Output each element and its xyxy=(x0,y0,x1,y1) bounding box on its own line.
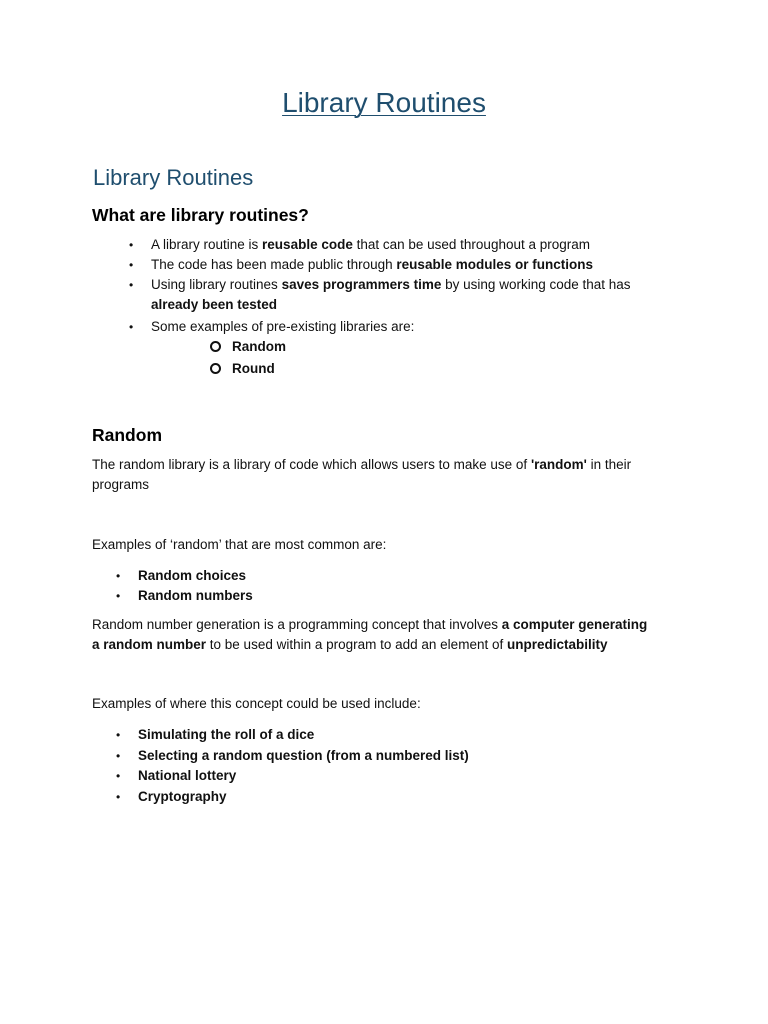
section-heading: Library Routines xyxy=(93,165,254,190)
list-item: • The code has been made public through reusable modules or functions xyxy=(151,255,691,275)
list-item: • Simulating the roll of a dice xyxy=(138,725,469,746)
list-item: • Some examples of pre-existing libraries are: xyxy=(151,317,691,337)
bullet-icon: • xyxy=(129,320,134,334)
bullet-icon: • xyxy=(116,748,121,763)
library-examples-list xyxy=(232,337,286,381)
list-item: • Using library routines saves programmers time by using working code that has already been tested xyxy=(129,277,631,312)
bullet-icon: • xyxy=(116,569,121,583)
what-heading: What are library routines? xyxy=(92,205,309,225)
list-item: Random xyxy=(232,337,286,359)
bullet-icon: • xyxy=(129,278,134,292)
bullet-icon: • xyxy=(116,728,121,742)
page-title: Library Routines xyxy=(282,87,486,118)
uses-list xyxy=(116,725,469,807)
bullet-icon: • xyxy=(116,769,121,783)
bullet-icon: • xyxy=(116,589,121,603)
bullet-icon: • xyxy=(116,789,121,804)
bullet-icon: • xyxy=(129,258,134,272)
uses-intro: Examples of where this concept could be used include: xyxy=(92,696,421,711)
random-intro-paragraph: The random library is a library of code which allows users to make use of 'random' in their programs xyxy=(92,457,632,492)
list-item: Round xyxy=(232,359,286,381)
examples-intro: Examples of ‘random’ that are most common are: xyxy=(92,537,387,552)
bullet-icon: • xyxy=(129,238,134,252)
list-item: • Cryptography xyxy=(138,787,469,808)
circle-bullet-icon xyxy=(210,341,221,352)
list-item: • A library routine is reusable code that can be used throughout a program xyxy=(151,235,691,255)
random-heading: Random xyxy=(92,425,162,445)
what-bullet-list xyxy=(129,235,691,337)
list-item: • National lottery xyxy=(138,766,469,787)
list-item: • Random numbers xyxy=(138,586,253,606)
rng-paragraph: Random number generation is a programming concept that involves a computer generating a random number to be used within a program to add an element of unpredictability xyxy=(92,617,648,652)
random-examples-list xyxy=(116,566,253,606)
list-item: • Selecting a random question (from a numbered list) xyxy=(138,746,469,767)
circle-bullet-icon xyxy=(210,363,221,374)
list-item: • Random choices xyxy=(138,566,253,586)
